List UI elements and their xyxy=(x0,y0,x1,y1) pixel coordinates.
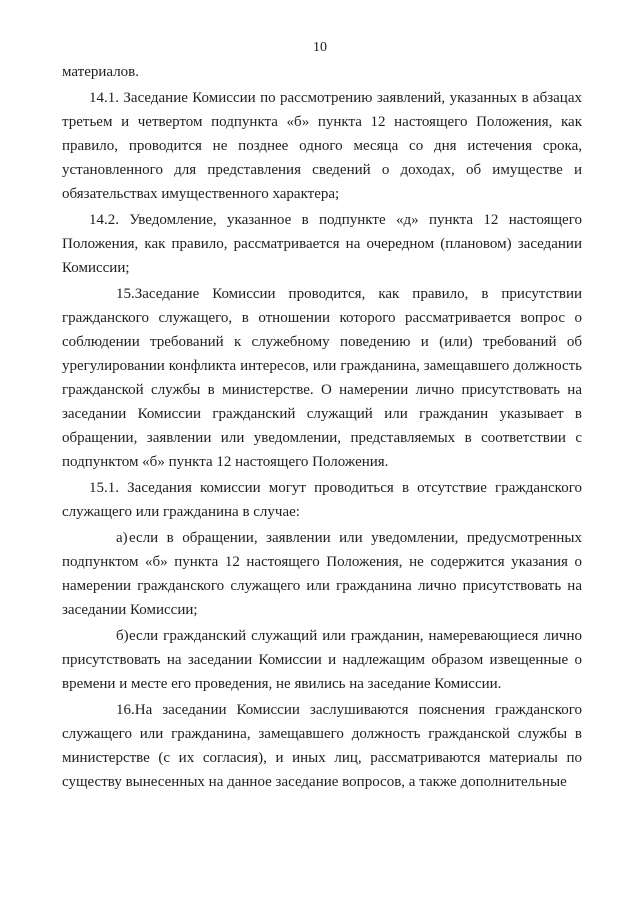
paragraph-text: Заседание Комиссии проводится, как правило, в присутствии гражданского служащего, в отношении которого рассматривается вопрос о соблюдении требований к служебному поведению и (или) требований об урегулировании конфликта интересов, или гражданина, замещавшего должность гражданской службы в министерстве. О намерении лично присутствовать на заседании Комиссии гражданский служащий или гражданин указывает в обращении, заявлении или уведомлении, представляемых в соответствии с подпунктом «б» пункта 12 настоящего Положения. xyxy=(62,286,582,470)
paragraph-text: если гражданский служащий или гражданин, намеревающиеся лично присутствовать на заседании Комиссии и надлежащим образом извещенные о времени и месте его проведения, не явились на заседание Комиссии. xyxy=(62,628,582,692)
paragraph-marker: 15. xyxy=(116,286,135,302)
paragraph-14-2 xyxy=(62,208,582,280)
subparagraph-b xyxy=(62,624,582,696)
paragraph-15 xyxy=(62,282,582,474)
paragraph-14-1 xyxy=(62,86,582,206)
paragraph-text: 14.2. Уведомление, указанное в подпункте «д» пункта 12 настоящего Положения, как правило, рассматривается на очередном (плановом) заседании Комиссии; xyxy=(62,212,582,276)
paragraph-text: 14.1. Заседание Комиссии по рассмотрению заявлений, указанных в абзацах третьем и четвертом подпункта «б» пункта 12 настоящего Положения, как правило, проводится не позднее одного месяца со дня истечения срока, установленного для представления сведений о доходах, об имуществе и обязательствах имущественного характера; xyxy=(62,90,582,202)
document-body xyxy=(62,60,582,796)
paragraph-text: На заседании Комиссии заслушиваются пояснения гражданского служащего или гражданина, замещавшего должность гражданской службы в министерстве (с их согласия), и иных лиц, рассматриваются материалы по существу вынесенных на данное заседание вопросов, а также дополнительные xyxy=(62,702,582,790)
page-number: 10 xyxy=(313,40,327,55)
paragraph-marker: а) xyxy=(116,530,128,546)
paragraph-16 xyxy=(62,698,582,794)
paragraph-marker: б) xyxy=(116,628,129,644)
subparagraph-a xyxy=(62,526,582,622)
paragraph-15-1 xyxy=(62,476,582,524)
paragraph-text: 15.1. Заседания комиссии могут проводиться в отсутствие гражданского служащего или гражданина в случае: xyxy=(62,480,582,520)
paragraph-text: если в обращении, заявлении или уведомлении, предусмотренных подпунктом «б» пункта 12 настоящего Положения, не содержится указания о намерении гражданского служащего или гражданина лично присутствовать на заседании Комиссии; xyxy=(62,530,582,618)
paragraph-continuation xyxy=(62,60,582,84)
paragraph-text: материалов. xyxy=(62,64,140,80)
paragraph-marker: 16. xyxy=(116,702,135,718)
